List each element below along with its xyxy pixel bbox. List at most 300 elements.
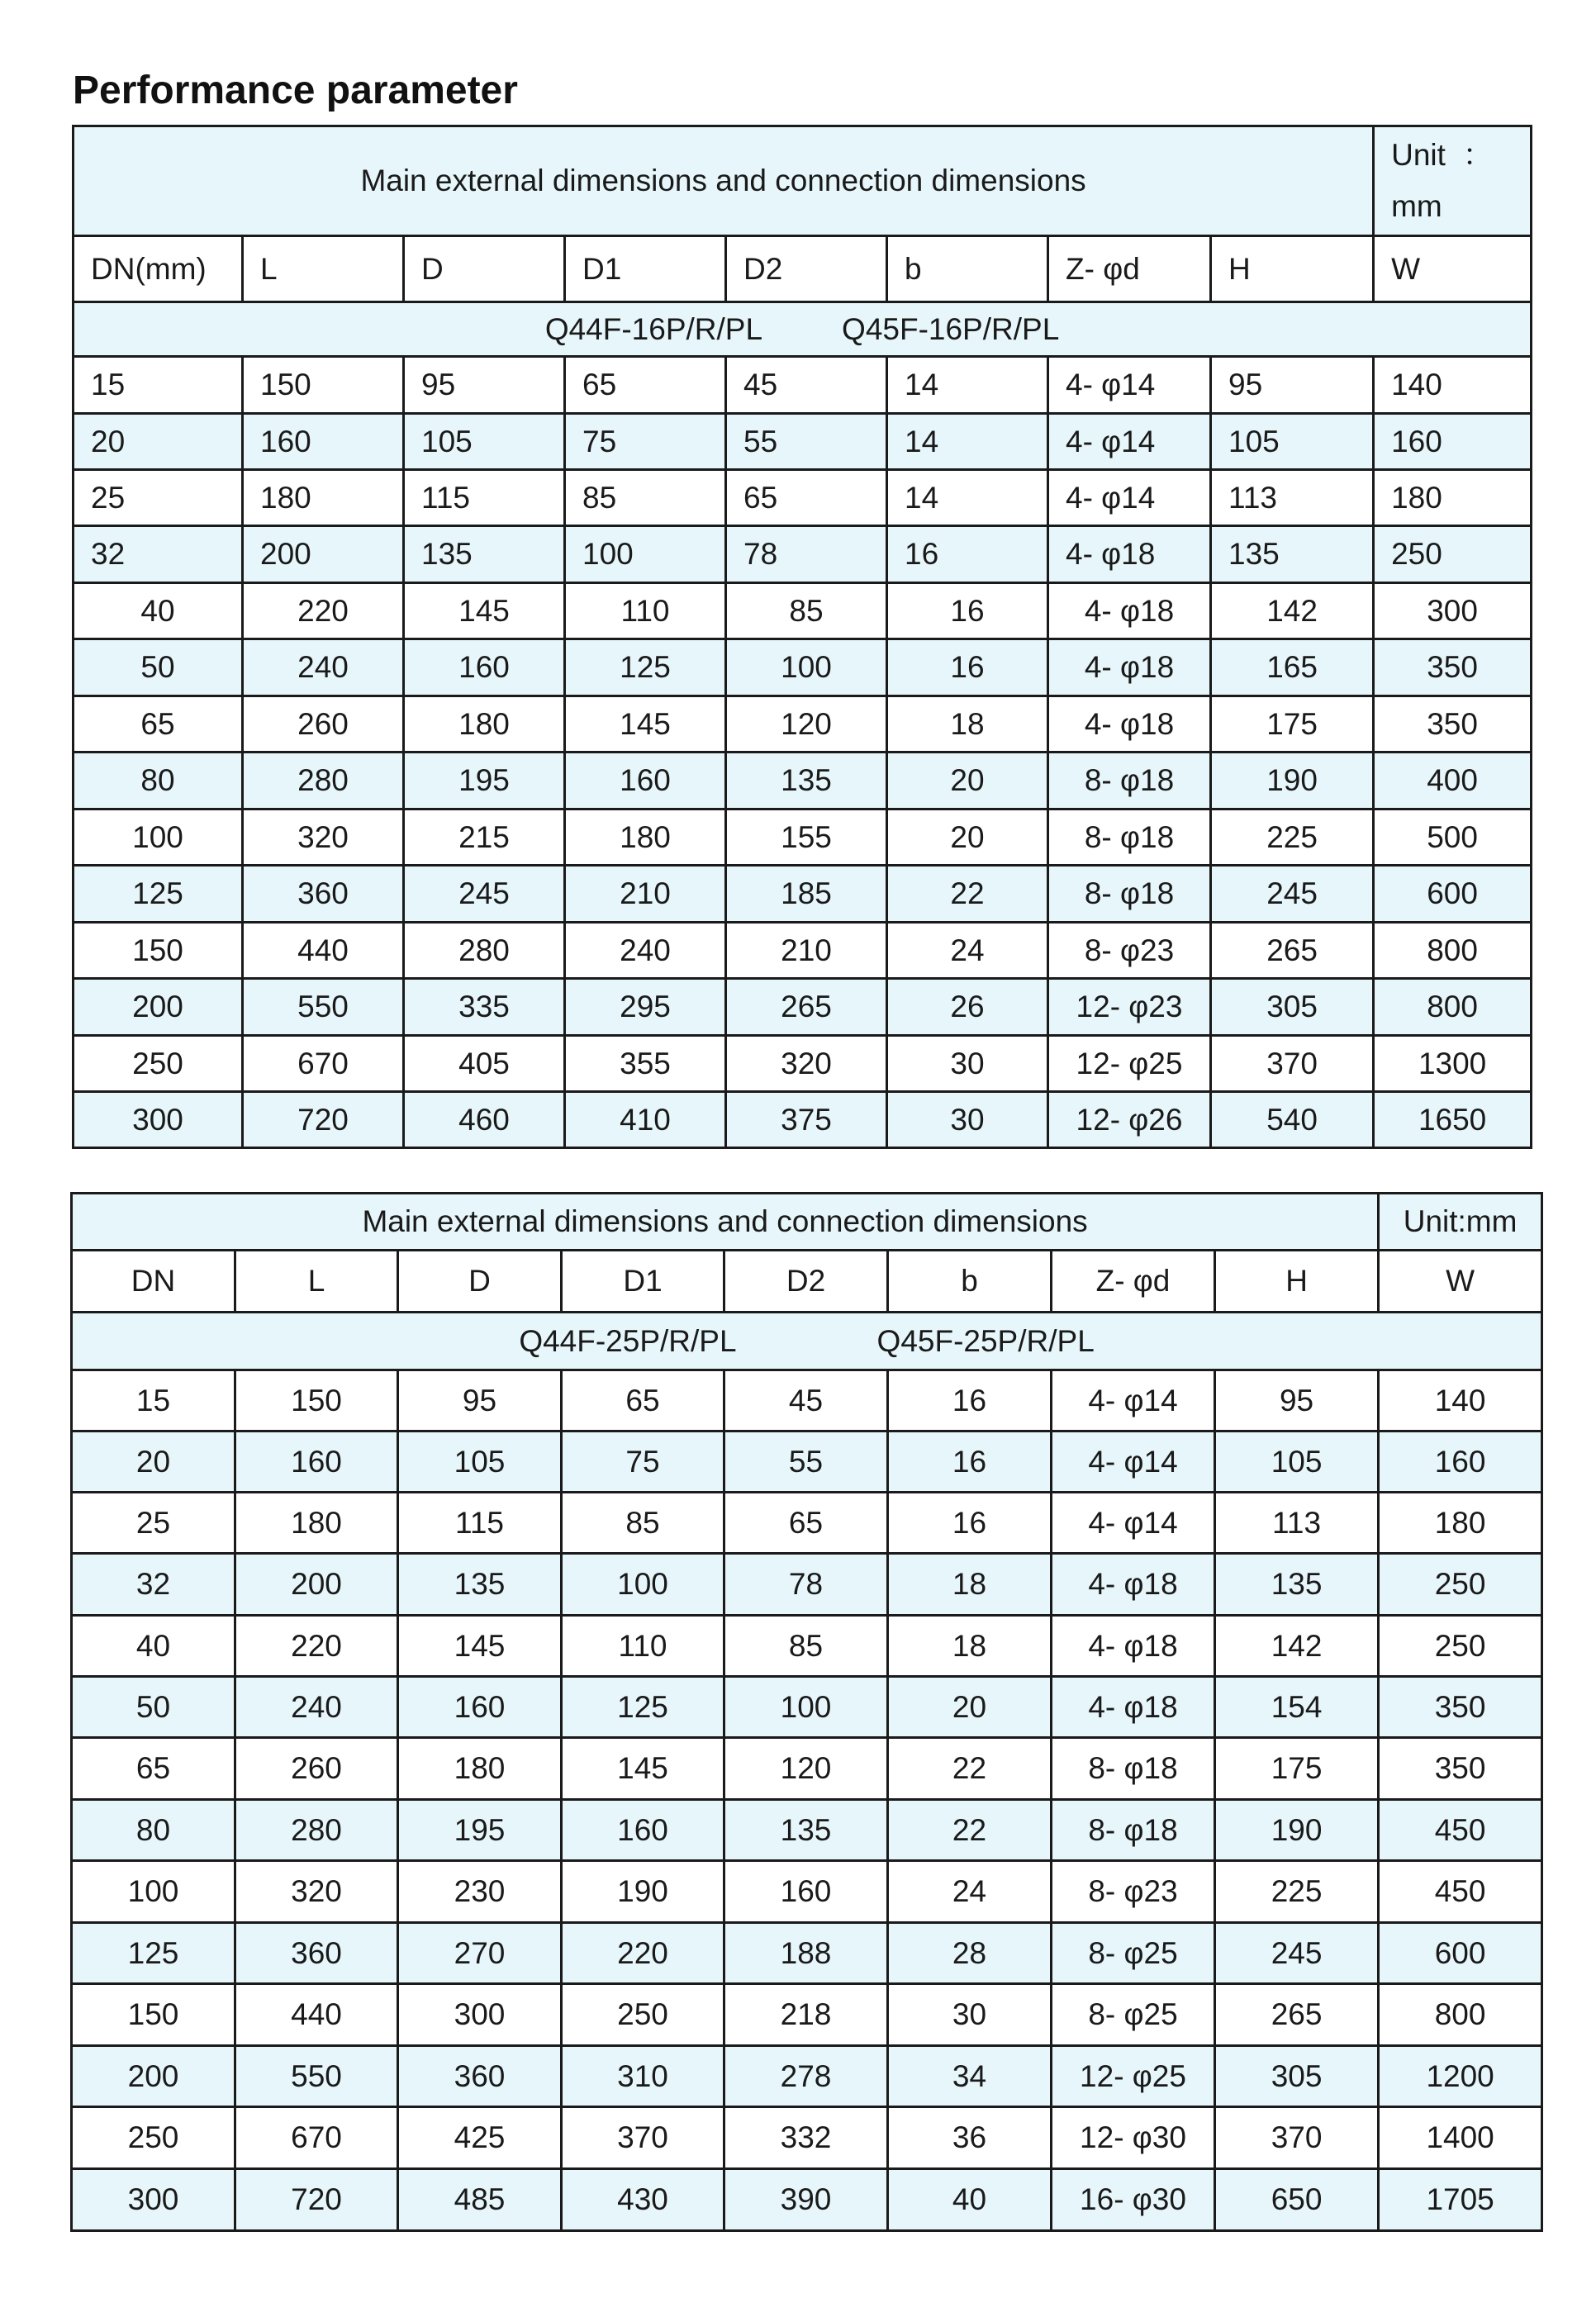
table-cell: 80 <box>72 1800 235 1861</box>
table-cell: 240 <box>243 639 404 696</box>
table-cell: 142 <box>1211 583 1374 639</box>
table-cell: 175 <box>1211 696 1374 753</box>
header-cell: D1 <box>562 1251 724 1313</box>
table-cell: 20 <box>74 414 243 470</box>
table-cell: 800 <box>1374 923 1532 979</box>
table-cell: 250 <box>1374 526 1532 583</box>
table-cell: 40 <box>74 583 243 639</box>
table-cell: 1705 <box>1379 2169 1542 2231</box>
table-cell: 135 <box>724 1800 888 1861</box>
table-cell: 440 <box>235 1984 398 2046</box>
table-cell: 160 <box>243 414 404 470</box>
table-cell: 12- φ23 <box>1048 979 1211 1036</box>
table-cell: 245 <box>404 866 565 923</box>
table-cell: 16 <box>887 639 1048 696</box>
table-cell: 140 <box>1379 1370 1542 1432</box>
table-cell: 800 <box>1374 979 1532 1036</box>
table-cell: 8- φ18 <box>1052 1738 1215 1800</box>
table-cell: 14 <box>887 357 1048 414</box>
table-cell: 245 <box>1211 866 1374 923</box>
table-cell: 18 <box>888 1554 1052 1616</box>
header-row <box>74 236 1532 302</box>
table-cell: 200 <box>235 1554 398 1616</box>
table-row <box>72 1432 1542 1493</box>
table-cell: 250 <box>1379 1554 1542 1616</box>
table-cell: 218 <box>724 1984 888 2046</box>
table-cell: 350 <box>1374 696 1532 753</box>
table-row <box>74 810 1532 866</box>
table-cell: 150 <box>74 923 243 979</box>
table-cell: 24 <box>887 923 1048 979</box>
header-cell: Z- φd <box>1052 1251 1215 1313</box>
table-cell: 350 <box>1374 639 1532 696</box>
table-cell: 305 <box>1211 979 1374 1036</box>
table-cell: 305 <box>1215 2046 1379 2107</box>
table-row <box>74 979 1532 1036</box>
table-cell: 120 <box>726 696 887 753</box>
table-cell: 370 <box>1211 1036 1374 1092</box>
table-cell: 215 <box>404 810 565 866</box>
header-cell: L <box>243 236 404 302</box>
table-cell: 115 <box>398 1493 562 1554</box>
table-cell: 278 <box>724 2046 888 2107</box>
table-cell: 85 <box>726 583 887 639</box>
table-cell: 190 <box>562 1861 724 1923</box>
table-cell: 125 <box>72 1923 235 1984</box>
table-cell: 4- φ18 <box>1048 696 1211 753</box>
table-cell: 245 <box>1215 1923 1379 1984</box>
table-cell: 20 <box>887 753 1048 810</box>
table-cell: 300 <box>74 1092 243 1148</box>
table-cell: 450 <box>1379 1800 1542 1861</box>
table-cell: 1300 <box>1374 1036 1532 1092</box>
table-cell: 95 <box>398 1370 562 1432</box>
table-cell: 80 <box>74 753 243 810</box>
table-cell: 175 <box>1215 1738 1379 1800</box>
spec-table-16p-body <box>74 126 1532 1148</box>
model-cell <box>72 1313 1542 1370</box>
table-cell: 270 <box>398 1923 562 1984</box>
header-cell: DN <box>72 1251 235 1313</box>
table-cell: 22 <box>888 1738 1052 1800</box>
table-cell: 220 <box>562 1923 724 1984</box>
table-cell: 85 <box>565 470 726 526</box>
table-row <box>74 1036 1532 1092</box>
table-cell: 135 <box>1215 1554 1379 1616</box>
table-cell: 405 <box>404 1036 565 1092</box>
table-cell: 15 <box>74 357 243 414</box>
table-cell: 500 <box>1374 810 1532 866</box>
table-cell: 670 <box>235 2107 398 2169</box>
table-row <box>74 866 1532 923</box>
table-cell: 220 <box>243 583 404 639</box>
table-cell: 8- φ25 <box>1052 1984 1215 2046</box>
table-cell: 24 <box>888 1861 1052 1923</box>
model-row <box>72 1313 1542 1370</box>
table-cell: 145 <box>404 583 565 639</box>
table-cell: 115 <box>404 470 565 526</box>
table-cell: 160 <box>724 1861 888 1923</box>
table-cell: 160 <box>1379 1432 1542 1493</box>
table-cell: 18 <box>887 696 1048 753</box>
table-cell: 180 <box>1374 470 1532 526</box>
table-cell: 160 <box>1374 414 1532 470</box>
table-cell: 78 <box>726 526 887 583</box>
table-cell: 85 <box>562 1493 724 1554</box>
table-cell: 4- φ18 <box>1052 1554 1215 1616</box>
table-cell: 26 <box>887 979 1048 1036</box>
table-cell: 45 <box>724 1370 888 1432</box>
unit-label-line2: mm <box>1391 189 1442 223</box>
table-cell: 332 <box>724 2107 888 2169</box>
table-cell: 4- φ14 <box>1052 1370 1215 1432</box>
table-cell: 125 <box>562 1677 724 1738</box>
table-cell: 20 <box>72 1432 235 1493</box>
model-name-right: Q45F-25P/R/PL <box>876 1323 1095 1358</box>
table-cell: 210 <box>726 923 887 979</box>
table-cell: 100 <box>72 1861 235 1923</box>
table-cell: 720 <box>235 2169 398 2231</box>
table-cell: 25 <box>72 1493 235 1554</box>
table-cell: 230 <box>398 1861 562 1923</box>
table-cell: 165 <box>1211 639 1374 696</box>
table-cell: 65 <box>726 470 887 526</box>
table-cell: 113 <box>1215 1493 1379 1554</box>
spec-table-16p <box>72 125 1532 1149</box>
table-cell: 120 <box>724 1738 888 1800</box>
table-row <box>72 2169 1542 2231</box>
table-cell: 4- φ14 <box>1048 414 1211 470</box>
table-row <box>74 639 1532 696</box>
table-cell: 100 <box>565 526 726 583</box>
table-cell: 28 <box>888 1923 1052 1984</box>
table-cell: 600 <box>1379 1923 1542 1984</box>
table-cell: 135 <box>1211 526 1374 583</box>
table-cell: 110 <box>562 1616 724 1677</box>
table-cell: 65 <box>74 696 243 753</box>
table-caption: Main external dimensions and connection dimensions <box>74 126 1374 236</box>
table-cell: 110 <box>565 583 726 639</box>
table-cell: 1400 <box>1379 2107 1542 2169</box>
table-row <box>74 753 1532 810</box>
header-row <box>72 1251 1542 1313</box>
table-cell: 180 <box>398 1738 562 1800</box>
table-cell: 78 <box>724 1554 888 1616</box>
table-cell: 55 <box>724 1432 888 1493</box>
table-cell: 400 <box>1374 753 1532 810</box>
table-cell: 300 <box>398 1984 562 2046</box>
table-cell: 350 <box>1379 1738 1542 1800</box>
table-cell: 95 <box>1215 1370 1379 1432</box>
table-cell: 160 <box>565 753 726 810</box>
header-cell: H <box>1215 1251 1379 1313</box>
table-cell: 180 <box>1379 1493 1542 1554</box>
table-cell: 350 <box>1379 1677 1542 1738</box>
header-cell: D2 <box>724 1251 888 1313</box>
table-cell: 180 <box>235 1493 398 1554</box>
table-cell: 8- φ18 <box>1048 810 1211 866</box>
table-cell: 720 <box>243 1092 404 1148</box>
header-cell: b <box>887 236 1048 302</box>
table-cell: 360 <box>243 866 404 923</box>
table-cell: 36 <box>888 2107 1052 2169</box>
table-cell: 670 <box>243 1036 404 1092</box>
table-row <box>72 1554 1542 1616</box>
table-row <box>74 357 1532 414</box>
table-cell: 190 <box>1211 753 1374 810</box>
table-row <box>74 696 1532 753</box>
table-cell: 250 <box>74 1036 243 1092</box>
table-cell: 65 <box>724 1493 888 1554</box>
table-cell: 300 <box>72 2169 235 2231</box>
table-cell: 15 <box>72 1370 235 1432</box>
table-cell: 800 <box>1379 1984 1542 2046</box>
table-cell: 250 <box>72 2107 235 2169</box>
table-cell: 8- φ23 <box>1052 1861 1215 1923</box>
table-cell: 145 <box>562 1738 724 1800</box>
table-cell: 180 <box>565 810 726 866</box>
table-cell: 360 <box>398 2046 562 2107</box>
table-cell: 100 <box>724 1677 888 1738</box>
table-cell: 200 <box>72 2046 235 2107</box>
model-cell <box>74 302 1532 357</box>
table-cell: 160 <box>235 1432 398 1493</box>
table-cell: 265 <box>1215 1984 1379 2046</box>
table-cell: 240 <box>235 1677 398 1738</box>
table-cell: 65 <box>565 357 726 414</box>
table-cell: 4- φ14 <box>1052 1493 1215 1554</box>
table-cell: 65 <box>72 1738 235 1800</box>
table-cell: 250 <box>1379 1616 1542 1677</box>
table-caption: Main external dimensions and connection dimensions <box>72 1194 1379 1251</box>
table-cell: 30 <box>887 1092 1048 1148</box>
table-cell: 105 <box>1215 1432 1379 1493</box>
table-cell: 390 <box>724 2169 888 2231</box>
table-cell: 4- φ14 <box>1048 357 1211 414</box>
table-cell: 105 <box>1211 414 1374 470</box>
table-cell: 260 <box>235 1738 398 1800</box>
table-cell: 105 <box>398 1432 562 1493</box>
table-cell: 200 <box>243 526 404 583</box>
table-cell: 16 <box>888 1493 1052 1554</box>
table-cell: 4- φ14 <box>1048 470 1211 526</box>
table-cell: 40 <box>888 2169 1052 2231</box>
table-cell: 370 <box>1215 2107 1379 2169</box>
table-cell: 225 <box>1215 1861 1379 1923</box>
table-cell: 320 <box>243 810 404 866</box>
table-cell: 360 <box>235 1923 398 1984</box>
table-cell: 14 <box>887 470 1048 526</box>
table-cell: 250 <box>562 1984 724 2046</box>
table-cell: 375 <box>726 1092 887 1148</box>
table-cell: 450 <box>1379 1861 1542 1923</box>
unit-label <box>1374 126 1532 236</box>
spec-table-25p-body <box>72 1194 1542 2231</box>
header-cell: D <box>404 236 565 302</box>
table-row <box>74 526 1532 583</box>
table-cell: 550 <box>243 979 404 1036</box>
table-cell: 430 <box>562 2169 724 2231</box>
table-cell: 460 <box>404 1092 565 1148</box>
unit-label: Unit:mm <box>1379 1194 1542 1251</box>
table-cell: 4- φ18 <box>1052 1677 1215 1738</box>
table-cell: 50 <box>72 1677 235 1738</box>
table-cell: 280 <box>235 1800 398 1861</box>
table-row <box>72 1370 1542 1432</box>
table-cell: 16 <box>888 1432 1052 1493</box>
table-cell: 150 <box>243 357 404 414</box>
model-name-left: Q44F-25P/R/PL <box>519 1323 737 1358</box>
table-cell: 32 <box>72 1554 235 1616</box>
table-row <box>72 1984 1542 2046</box>
table-cell: 320 <box>726 1036 887 1092</box>
table-cell: 8- φ25 <box>1052 1923 1215 1984</box>
table-cell: 410 <box>565 1092 726 1148</box>
table-cell: 50 <box>74 639 243 696</box>
table-row <box>72 1861 1542 1923</box>
table-cell: 300 <box>1374 583 1532 639</box>
model-name-right: Q45F-16P/R/PL <box>842 311 1060 346</box>
table-cell: 190 <box>1215 1800 1379 1861</box>
table-cell: 135 <box>404 526 565 583</box>
table-cell: 16- φ30 <box>1052 2169 1215 2231</box>
table-row <box>72 2046 1542 2107</box>
table-cell: 85 <box>724 1616 888 1677</box>
table-cell: 22 <box>887 866 1048 923</box>
table-cell: 34 <box>888 2046 1052 2107</box>
table-row <box>74 414 1532 470</box>
table-cell: 125 <box>74 866 243 923</box>
table-cell: 55 <box>726 414 887 470</box>
page-title: Performance parameter <box>73 69 518 112</box>
table-cell: 25 <box>74 470 243 526</box>
table-row <box>72 1677 1542 1738</box>
table-cell: 150 <box>72 1984 235 2046</box>
table-cell: 150 <box>235 1370 398 1432</box>
table-cell: 12- φ30 <box>1052 2107 1215 2169</box>
table-cell: 14 <box>887 414 1048 470</box>
table-cell: 140 <box>1374 357 1532 414</box>
table-cell: 260 <box>243 696 404 753</box>
table-row <box>72 1493 1542 1554</box>
table-row <box>74 470 1532 526</box>
model-row <box>74 302 1532 357</box>
table-cell: 32 <box>74 526 243 583</box>
header-cell: DN(mm) <box>74 236 243 302</box>
table-cell: 18 <box>888 1616 1052 1677</box>
table-row <box>72 1616 1542 1677</box>
table-cell: 425 <box>398 2107 562 2169</box>
table-cell: 295 <box>565 979 726 1036</box>
table-row <box>74 583 1532 639</box>
table-cell: 8- φ23 <box>1048 923 1211 979</box>
table-cell: 20 <box>887 810 1048 866</box>
table-cell: 1200 <box>1379 2046 1542 2107</box>
table-cell: 155 <box>726 810 887 866</box>
table-cell: 195 <box>398 1800 562 1861</box>
table-cell: 220 <box>235 1616 398 1677</box>
table-cell: 75 <box>562 1432 724 1493</box>
table-cell: 8- φ18 <box>1048 866 1211 923</box>
table-cell: 4- φ18 <box>1048 639 1211 696</box>
table-cell: 4- φ18 <box>1052 1616 1215 1677</box>
header-cell: b <box>888 1251 1052 1313</box>
table-cell: 600 <box>1374 866 1532 923</box>
model-name-left: Q44F-16P/R/PL <box>544 311 763 346</box>
header-cell: D1 <box>565 236 726 302</box>
table-cell: 180 <box>404 696 565 753</box>
table-cell: 310 <box>562 2046 724 2107</box>
table-cell: 200 <box>74 979 243 1036</box>
table-cell: 65 <box>562 1370 724 1432</box>
table-cell: 265 <box>1211 923 1374 979</box>
table-cell: 188 <box>724 1923 888 1984</box>
table-cell: 8- φ18 <box>1052 1800 1215 1861</box>
table-cell: 335 <box>404 979 565 1036</box>
table-cell: 240 <box>565 923 726 979</box>
header-cell: L <box>235 1251 398 1313</box>
table-cell: 95 <box>1211 357 1374 414</box>
header-cell: D <box>398 1251 562 1313</box>
table-cell: 16 <box>887 583 1048 639</box>
table-cell: 160 <box>398 1677 562 1738</box>
header-cell: D2 <box>726 236 887 302</box>
table-row <box>72 2107 1542 2169</box>
header-cell: W <box>1374 236 1532 302</box>
table-cell: 370 <box>562 2107 724 2169</box>
table-cell: 550 <box>235 2046 398 2107</box>
table-row <box>74 1092 1532 1148</box>
table-cell: 160 <box>404 639 565 696</box>
table-row <box>72 1800 1542 1861</box>
spec-table-25p <box>70 1192 1543 2232</box>
table-cell: 30 <box>888 1984 1052 2046</box>
table-cell: 105 <box>404 414 565 470</box>
table-cell: 185 <box>726 866 887 923</box>
table-row <box>74 923 1532 979</box>
table-cell: 485 <box>398 2169 562 2231</box>
table-cell: 135 <box>726 753 887 810</box>
table-cell: 650 <box>1215 2169 1379 2231</box>
table-cell: 195 <box>404 753 565 810</box>
table-cell: 16 <box>887 526 1048 583</box>
table-cell: 95 <box>404 357 565 414</box>
table-cell: 265 <box>726 979 887 1036</box>
table-cell: 100 <box>726 639 887 696</box>
table-cell: 12- φ25 <box>1052 2046 1215 2107</box>
table-cell: 4- φ18 <box>1048 583 1211 639</box>
table-cell: 22 <box>888 1800 1052 1861</box>
table-cell: 320 <box>235 1861 398 1923</box>
table-cell: 45 <box>726 357 887 414</box>
table-cell: 30 <box>887 1036 1048 1092</box>
table-cell: 135 <box>398 1554 562 1616</box>
table-cell: 100 <box>562 1554 724 1616</box>
table-cell: 145 <box>398 1616 562 1677</box>
table-cell: 4- φ18 <box>1048 526 1211 583</box>
table-row <box>72 1923 1542 1984</box>
table-cell: 8- φ18 <box>1048 753 1211 810</box>
table-cell: 125 <box>565 639 726 696</box>
table-cell: 355 <box>565 1036 726 1092</box>
table-cell: 160 <box>562 1800 724 1861</box>
table-cell: 154 <box>1215 1677 1379 1738</box>
table-cell: 145 <box>565 696 726 753</box>
unit-label-line1: Unit ： <box>1391 138 1494 172</box>
table-cell: 180 <box>243 470 404 526</box>
table-cell: 142 <box>1215 1616 1379 1677</box>
table-cell: 210 <box>565 866 726 923</box>
